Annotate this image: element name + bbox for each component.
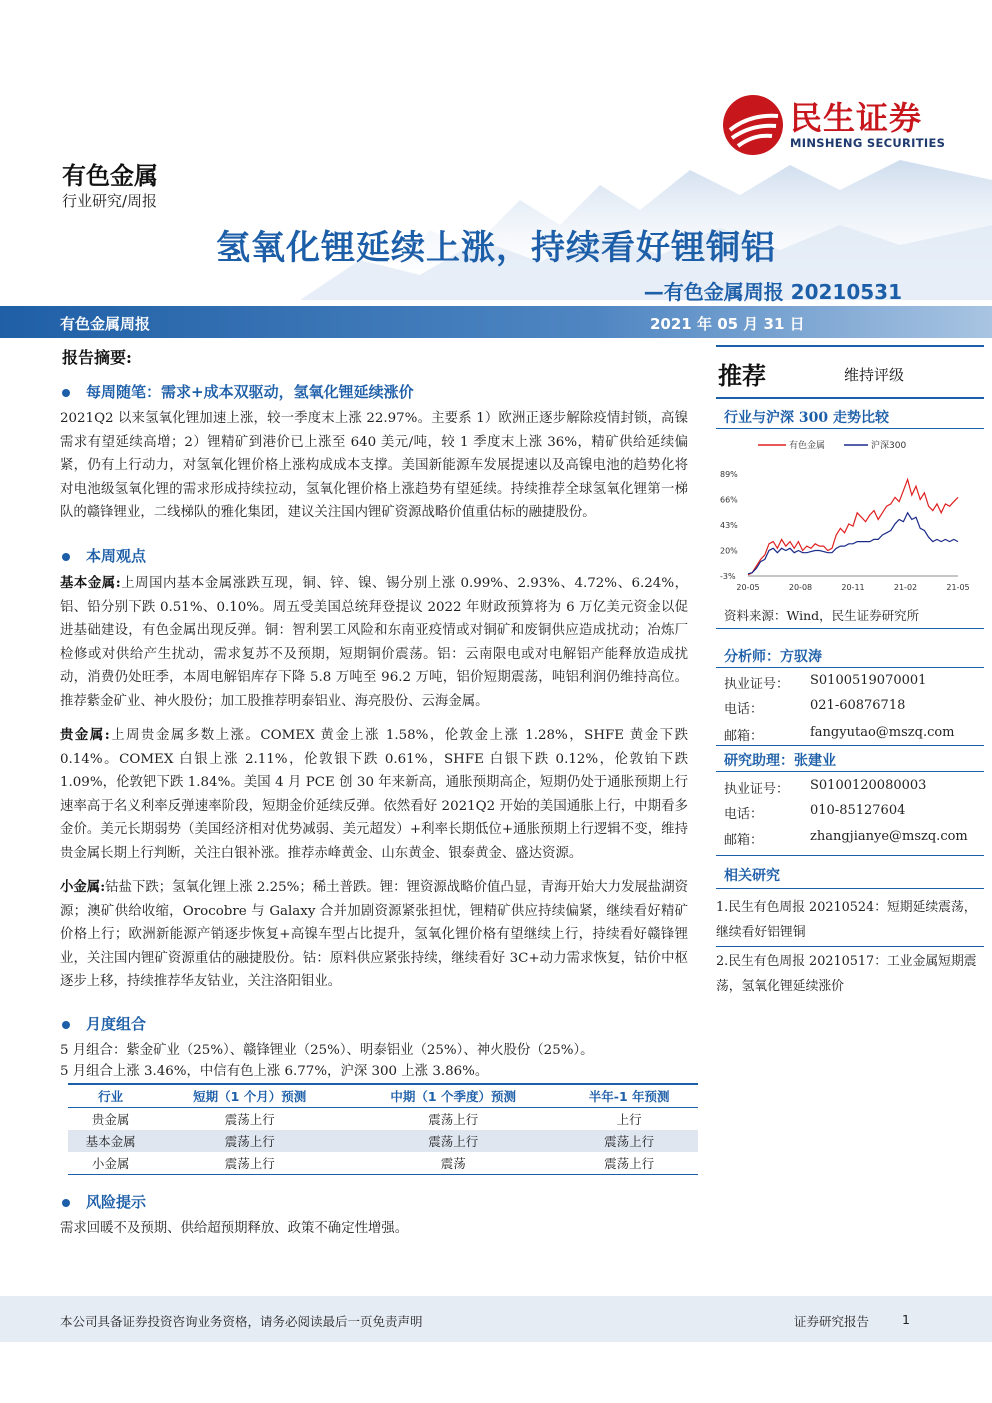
analyst-email-label: 邮箱： — [724, 729, 764, 744]
section-weekly-head — [62, 381, 414, 402]
divider — [716, 667, 984, 668]
report-type: 行业研究/周报 — [62, 192, 158, 210]
divider — [716, 946, 984, 947]
chart-legend — [758, 439, 906, 451]
chart-source: 资料来源：Wind，民生证券研究所 — [724, 608, 920, 623]
bullet-icon — [62, 1021, 70, 1029]
section-risk-title: 风险提示 — [86, 1193, 147, 1211]
analyst-email-value[interactable]: fangyutao@mszq.com — [810, 725, 955, 740]
footer-disclaimer: 本公司具备证券投资咨询业务资格，请务必阅读最后一页免责声明 — [60, 1314, 423, 1329]
forecast-table — [68, 1083, 698, 1175]
logo-name-cn: 民生证券 — [790, 99, 923, 137]
related-item-1[interactable]: 1.民生有色周报 20210524：短期延续震荡， 继续看好铝锂铜 — [716, 900, 977, 940]
footer-page-number: 1 — [902, 1312, 910, 1327]
x-tick-label: 20-08 — [788, 583, 813, 592]
table-cell: 震荡上行 — [153, 1152, 346, 1175]
related-head: 相关研究 — [724, 868, 780, 884]
legend-label-csi300: 沪深300 — [871, 441, 907, 451]
series-line-industry — [748, 480, 958, 575]
table-cell: 震荡上行 — [560, 1130, 698, 1152]
report-title: 氢氧化锂延续上涨，持续看好锂铜铝 — [216, 228, 776, 268]
logo-name-en: MINSHENG SECURITIES — [790, 136, 946, 150]
divider — [716, 888, 984, 889]
table-row — [68, 1130, 698, 1152]
month-line-2: 5 月组合上涨 3.46%，中信有色上涨 6.77%，沪深 300 上涨 3.86%。 — [60, 1064, 489, 1079]
report-subtitle: —有色金属周报 20210531 — [643, 280, 902, 304]
divider — [716, 771, 984, 772]
base-metals-text: 上周国内基本金属涨跌互现，铜、锌、镍、锡分别上涨 0.99%、2.93%、4.72%、6.24%，铝、铅分别下跌 0.51%、0.10%。周五受美国总统拜登提议 2022 年财政预算将为 6 万亿美元资金以促进基础建设，有色金属出现反弹。铜：智利罢工风险和东南亚疫情或对铜矿和废铜供应造成扰动；冶炼厂检修或对供给产生扰动，需求复苏不及预期，短期铜价震荡。铝：云南限电或对电解铝产能释放造成扰动，消费仍处旺季，本周电解铝库存下降 5.8 万吨至 96.2 万吨，铝价短期震荡，吨铝利润仍维持高位。推荐紫金矿业、神火股份；加工股推荐明泰铝业、海亮股份、云海金属。 — [60, 576, 688, 709]
table-header-long: 半年-1 年预测 — [560, 1084, 698, 1108]
divider — [716, 428, 984, 429]
table-cell: 小金属 — [68, 1152, 153, 1175]
section-view-title: 本周观点 — [86, 547, 147, 565]
footer-doc-type: 证券研究报告 — [794, 1314, 870, 1329]
industry-vs-csi300-chart — [716, 432, 986, 602]
y-tick-label: 43% — [720, 521, 738, 530]
table-cell: 震荡 — [346, 1152, 560, 1175]
x-tick-label: 20-11 — [841, 583, 865, 592]
table-cell: 震荡上行 — [346, 1130, 560, 1152]
table-header-short: 短期（1 个月）预测 — [153, 1084, 346, 1108]
y-tick-label: 89% — [720, 470, 738, 479]
divider — [716, 345, 984, 347]
assistant-head: 研究助理：张建业 — [724, 753, 836, 769]
month-line-1: 5 月组合：紫金矿业（25%）、赣锋锂业（25%）、明泰铝业（25%）、神火股份（25%）。 — [60, 1043, 594, 1058]
divider — [716, 628, 984, 629]
table-header-industry: 行业 — [68, 1084, 153, 1108]
section-weekly-title: 每周随笔：需求+成本双驱动，氢氧化锂延续涨价 — [86, 383, 414, 401]
section-month-title: 月度组合 — [86, 1015, 147, 1033]
minor-metals-paragraph — [60, 876, 688, 994]
analyst-phone-label: 电话： — [724, 702, 764, 717]
analyst-license-label: 执业证号： — [724, 677, 790, 692]
bullet-icon — [62, 553, 70, 561]
rating-recommend: 推荐 — [718, 362, 766, 390]
analyst-head: 分析师：方驭涛 — [724, 649, 822, 665]
table-cell: 震荡上行 — [560, 1152, 698, 1175]
table-cell: 震荡上行 — [428, 1112, 479, 1127]
legend-label-industry: 有色金属 — [789, 441, 826, 451]
weekly-paragraph: 2021Q2 以来氢氧化锂加速上涨，较一季度末上涨 22.97%。主要系 1）欧洲正逐步解除疫情封锁，高镍需求有望延续高增；2）锂精矿到港价已上涨至 640 美元/吨，较 1 季度末上涨 36%，精矿供给延续偏紧，仍有上行动力，对氢氧化锂价格上涨构成成本支撑。美国新能源车发展提速以及高镍电池的趋势化将对电池级氢氧化锂的需求形成持续拉动，氢氧化锂价格上涨趋势有望延续。持续推荐全球氢氧化锂第一梯队的赣锋锂业，二线梯队的雅化集团，建议关注国内锂矿资源战略价值重估标的融捷股份。 — [60, 411, 688, 520]
divider — [716, 745, 984, 746]
table-cell: 贵金属 — [91, 1112, 130, 1127]
y-tick-label: 20% — [720, 546, 738, 556]
section-risk-head — [62, 1191, 146, 1212]
x-tick-label: 21-05 — [946, 583, 970, 592]
assistant-license-value: S0100120080003 — [810, 778, 927, 793]
y-tick-label: -3% — [720, 572, 736, 581]
risk-text: 需求回暖不及预期、供给超预期释放、政策不确定性增强。 — [60, 1221, 409, 1236]
analyst-phone-value: 021-60876718 — [810, 698, 906, 713]
table-cell: 上行 — [616, 1112, 642, 1127]
bullet-icon — [62, 1199, 70, 1207]
chart-section-head: 行业与沪深 300 走势比较 — [724, 410, 889, 426]
x-tick-label: 20-05 — [736, 583, 760, 592]
assistant-phone-value: 010-85127604 — [810, 803, 906, 818]
assistant-license-label: 执业证号： — [724, 782, 790, 797]
band-report-date: 2021 年 05 月 31 日 — [650, 315, 805, 333]
rating-keep: 维持评级 — [844, 366, 905, 384]
assistant-phone-label: 电话： — [724, 807, 764, 822]
x-tick-label: 21-02 — [893, 583, 918, 592]
precious-metals-paragraph — [60, 724, 688, 865]
minor-metals-label: 小金属: — [60, 879, 106, 895]
table-row — [68, 1152, 698, 1175]
divider — [716, 397, 984, 399]
base-metals-paragraph — [60, 572, 688, 713]
minor-metals-text: 钴盐下跌；氢氧化锂上涨 2.25%；稀土普跌。锂：锂资源战略价值凸显，青海开始大力发展盐湖资源；澳矿供给收缩，Orocobre 与 Galaxy 合并加剧资源紧张担忧，锂精矿供应持续偏紧，继续看好精矿价格上行；欧洲新能源产销逐步恢复+高镍车型占比提升，氢氧化锂价格有望继续上行，持续看好赣锋锂业，关注国内锂矿资源重估的融捷股份。钴：原料供应紧张持续，继续看好 3C+动力需求恢复，钴价中枢逐步上移，持续推荐华友钴业，关注洛阳钼业。 — [60, 880, 688, 989]
bullet-icon — [62, 389, 70, 397]
table-cell: 震荡上行 — [153, 1130, 346, 1152]
assistant-email-label: 邮箱： — [724, 833, 764, 848]
analyst-license-value: S0100519070001 — [810, 673, 927, 688]
section-view-head — [62, 545, 146, 566]
related-item-2[interactable]: 2.民生有色周报 20210517：工业金属短期震荡，氢氧化锂延续涨价 — [716, 954, 977, 994]
minsheng-logo — [722, 94, 945, 156]
table-cell: 震荡上行 — [224, 1112, 275, 1127]
table-cell: 基本金属 — [68, 1130, 153, 1152]
divider — [716, 855, 984, 856]
summary-label: 报告摘要: — [62, 348, 132, 367]
section-month-head — [62, 1013, 146, 1034]
precious-metals-label: 贵金属: — [60, 727, 110, 743]
precious-metals-text: 上周贵金属多数上涨。COMEX 黄金上涨 1.58%，伦敦金上涨 1.28%，SHFE 黄金下跌 0.14%。COMEX 白银上涨 2.11%，伦敦银下跌 0.61%，SHFE 白银下跌 0.12%，伦敦铂下跌 1.09%，伦敦钯下跌 1.84%。美国 4 月 PCE 创 30 年来新高，通胀预期高企，短期仍处于通胀预期上行速率高于名义利率反弹速率阶段，短期金价延续反弹。依然看好 2021Q2 开始的美国通胀上行，中期看多金价。美元长期弱势（美国经济相对优势减弱、美元超发）+利率长期低位+通胀预期上行逻辑不变，维持贵金属长期上行判断，关注白银补涨。推荐赤峰黄金、山东黄金、银泰黄金、盛达资源。 — [60, 728, 688, 861]
band-report-name: 有色金属周报 — [60, 315, 151, 333]
assistant-email-value[interactable]: zhangjianye@mszq.com — [810, 829, 968, 844]
table-row — [68, 1108, 698, 1131]
base-metals-label: 基本金属: — [60, 575, 121, 591]
industry-label: 有色金属 — [62, 162, 158, 190]
minsheng-logo-mark-icon — [722, 94, 784, 156]
table-header-mid: 中期（1 个季度）预测 — [346, 1084, 560, 1108]
y-tick-label: 66% — [720, 495, 738, 505]
